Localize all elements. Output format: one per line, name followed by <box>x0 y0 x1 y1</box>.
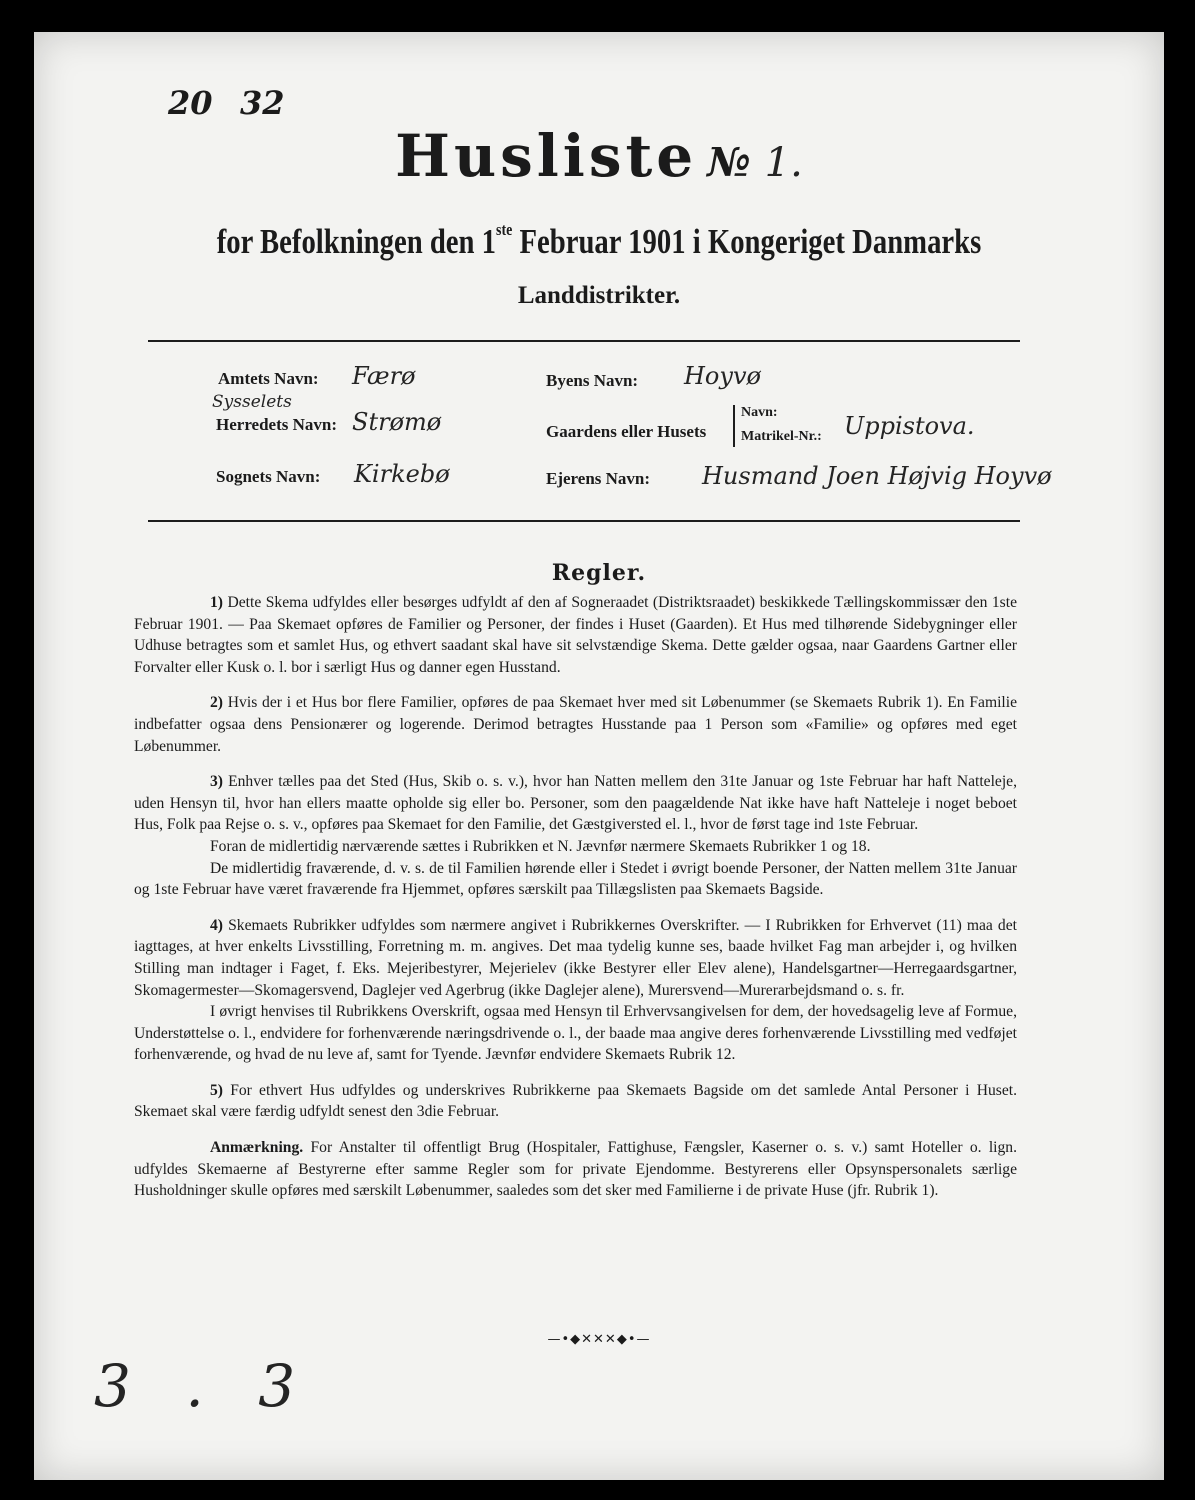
herred-annotation: Sysselets <box>212 392 292 412</box>
form-number-left: 20 <box>168 84 213 122</box>
rule-3 <box>134 771 1017 836</box>
rule-4-number: 4) <box>210 916 223 934</box>
rule-1-number: 1) <box>210 594 223 611</box>
herred-label: Herredets Navn: <box>216 415 338 434</box>
bottom-handwritten-number: 3 . 3 <box>94 1352 314 1420</box>
rule-4 <box>134 915 1017 1001</box>
rule-1 <box>134 592 1017 678</box>
rule-4-text: Skemaets Rubrikker udfyldes som nærmere angivet i Rubrikkernes Overskrifter. — I Rubrikken for Erhvervet (11) maa det iagttages, at hver enkelts Livsstilling, Forretning m. m. angives. Det maa tydelig kunne ses, baade hvilket Fag man arbejder i, og hvilken Stilling man indtager i Faget, f. Eks. Mejeribestyrer, Mejerielev (ikke Bestyrer eller Elev alene), Handelsgartner—Herregaardsgartner, Skomagermester—Skomagersvend, Daglejer ved Agerbrug (ikke Daglejer alene), Murersvend—Murerarbejdsmand o. s. fr. <box>134 916 1017 999</box>
gaard-label: Gaardens eller Husets <box>546 422 707 441</box>
sogn-label: Sognets Navn: <box>216 467 321 486</box>
amt-label: Amtets Navn: <box>218 369 319 388</box>
gaard-matrikel-label: Matrikel-Nr.: <box>741 429 822 444</box>
rules-body <box>134 592 1017 1216</box>
rule-2-number: 2) <box>210 694 223 712</box>
subtitle-pre: for Befolkningen den 1 <box>216 222 497 261</box>
form-subtitle <box>136 220 1063 262</box>
gaard-value: Uppistova. <box>844 412 975 440</box>
number-value: 1. <box>764 140 803 186</box>
amt-value: Færø <box>352 362 416 390</box>
rule-3-continued-a: Foran de midlertidig nærværende sættes i Rubrikken et N. Jævnfør nærmere Skemaets Rubrikker 1 og 18. <box>210 837 871 855</box>
annotation-text: For Anstalter til offentligt Brug (Hospitaler, Fattighuse, Fængsler, Kaserner o. s. v.) samt Hoteller o. lign. udfyldes Skemaerne af Bestyrerne efter samme Regler som for private Ejendomme. Bestyrerens eller Opsynspersonalets særlige Husholdninger skulle opføres med særskilt Løbenummer, saaledes som det sker med Familierne i de private Huse (jfr. Rubrik 1). <box>134 1139 1017 1200</box>
bottom-divider <box>148 520 1020 522</box>
subtitle-sup: ste <box>496 220 513 239</box>
ejer-label: Ejerens Navn: <box>546 469 651 488</box>
herred-value: Strømø <box>352 408 442 436</box>
rules-heading: Regler. <box>551 560 647 586</box>
census-form-page <box>34 32 1164 1480</box>
rule-4-continued: I øvrigt henvises til Rubrikkens Overskrift, ogsaa med Hensyn til Erhvervsangivelsen for dem, der hovedsagelig leve af Formue, Understøttelse o. l., endvidere for forhenværende næringsdrivende o. l., der baade maa angive deres forhenværende Livsstilling med vedføjet forhenværende, og hvad de nu leve af, samt for Tyende. Jævnfør endvidere Skemaets Rubrik 12. <box>134 1003 1017 1064</box>
form-subtitle-district: Landdistrikter. <box>517 282 681 309</box>
by-value: Hoyvø <box>684 362 761 390</box>
rule-3-number: 3) <box>210 773 223 791</box>
number-label: № <box>707 139 751 186</box>
ejer-value: Husmand Joen Højvig Hoyvø <box>702 462 1052 490</box>
sogn-value: Kirkebø <box>354 460 450 488</box>
rule-5-text: For ethvert Hus udfyldes og underskrives Rubrikkerne paa Skemaets Bagside om det samlede Antal Personer i Huset. Skemaet skal være færdig udfyldt senest den 3die Februar. <box>134 1081 1017 1121</box>
subtitle-post: Februar 1901 i Kongeriget Danmarks <box>512 222 982 261</box>
gaard-navn-label: Navn: <box>741 405 778 420</box>
rule-5 <box>134 1080 1017 1123</box>
by-label: Byens Navn: <box>546 371 639 390</box>
title-text: Husliste <box>395 122 698 190</box>
rule-2-text: Hvis der i et Hus bor flere Familier, opføres de paa Skemaet hver med sit Løbenummer (se Skemaets Rubrik 1). En Familie indbefatter ogsaa dens Pensionærer og logerende. Derimod betragtes Husstande paa 1 Person som «Familie» og opføres med eget Løbenummer. <box>134 694 1017 755</box>
rule-5-number: 5) <box>210 1081 223 1099</box>
gaard-brace <box>733 405 735 447</box>
annotation-label: Anmærkning. <box>210 1139 304 1157</box>
annotation-note <box>134 1137 1017 1202</box>
top-divider <box>148 340 1020 342</box>
rule-3-text: Enhver tælles paa det Sted (Hus, Skib o. s. v.), hvor han Natten mellem den 31te Januar og 1ste Februar har haft Natteleje, uden Hensyn til, hvor han ellers maatte opholde sig eller bo. Personer, som den paagældende Nat ikke have haft Natteleje i noget beboet Hus, Folk paa Rejse o. s. v., opføres paa Skemaet for den Familie, det Gæstgiversted el. l., hvor de først tage ind 1ste Februar. <box>134 773 1017 834</box>
rule-3-continued-b: De midlertidig fraværende, d. v. s. de til Familien hørende eller i Stedet i øvrigt boende Personer, der Natten mellem 31te Januar og 1ste Februar have været fraværende fra Hjemmet, opføres særskilt paa Tillægslisten paa Skemaets Bagside. <box>134 859 1017 899</box>
rule-1-text: Dette Skema udfyldes eller besørges udfyldt af den af Sogneraadet (Distriktsraadet) beskikkede Tællingskommissær den 1ste Februar 1901. — Paa Skemaet opføres de Familier og Personer, der findes i Huset (Gaarden). Et Hus med tilhørende Sidebygninger eller Udhuse betragtes som et samlet Hus, og ethvert saadant skal have sit selvstændige Skema. Dette gælder ogsaa, naar Gaardens Gartner eller Forvalter eller Kusk o. l. bor i særligt Hus og danner egen Husstand. <box>134 594 1017 676</box>
form-number-right: 32 <box>240 84 285 122</box>
rule-2 <box>134 692 1017 757</box>
form-title <box>34 122 1164 190</box>
ornament-divider: —•◆✕✕✕◆•— <box>547 1332 651 1347</box>
